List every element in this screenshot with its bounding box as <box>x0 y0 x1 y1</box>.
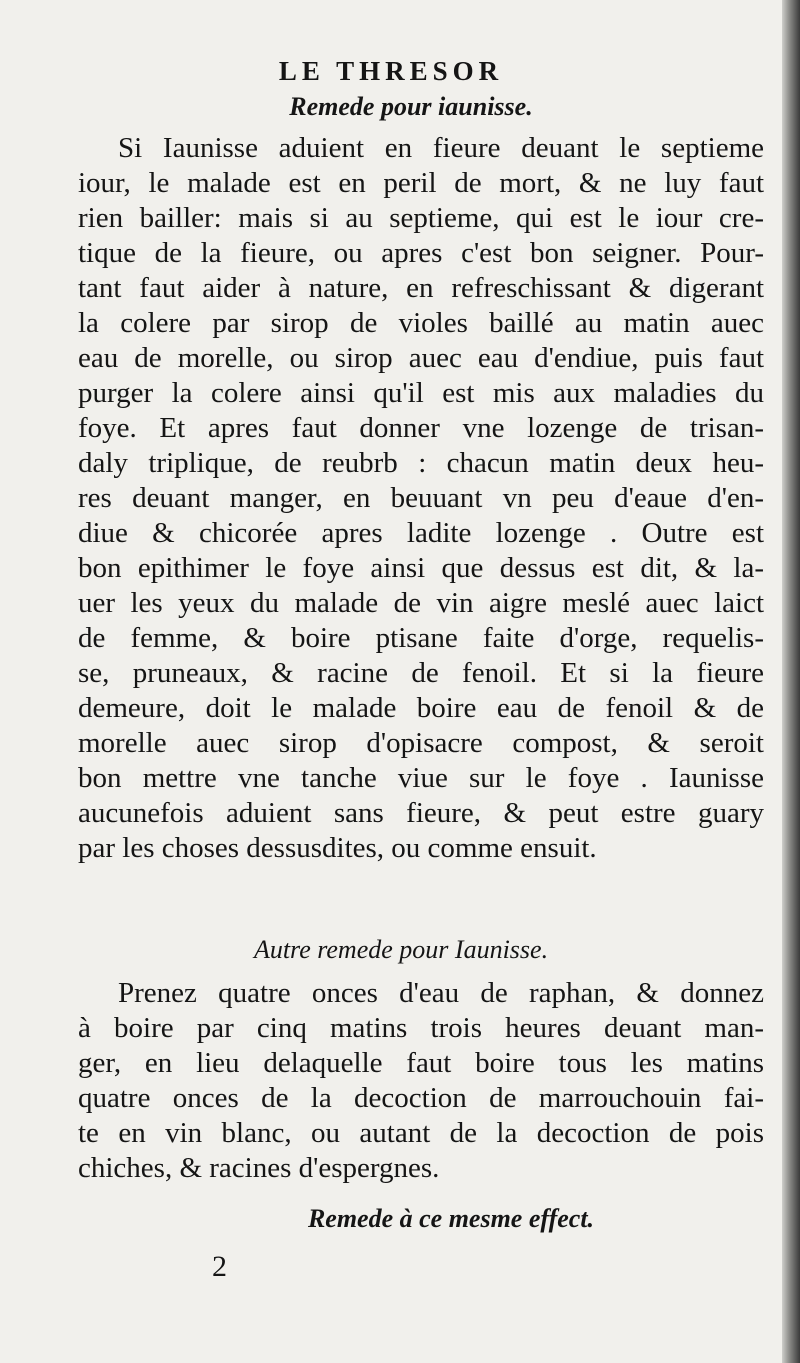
text-line: uer les yeux du malade de vin aigre meslé auec laict <box>78 587 764 619</box>
text-line: rien bailler: mais si au septieme, qui est le iour cre- <box>78 202 764 234</box>
text-line: morelle auec sirop d'opisacre compost, & seroit <box>78 727 764 759</box>
text-line: de femme, & boire ptisane faite d'orge, requelis- <box>78 622 764 654</box>
text-line: tique de la fieure, ou apres c'est bon seigner. Pour- <box>78 237 764 269</box>
text-line: par les choses dessusdites, ou comme ensuit. <box>78 832 597 864</box>
text-line: la colere par sirop de violes baillé au matin auec <box>78 307 764 339</box>
text-line: tant faut aider à nature, en refreschissant & digerant <box>78 272 764 304</box>
text-line: ger, en lieu delaquelle faut boire tous les matins <box>78 1047 764 1079</box>
text-line: quatre onces de la decoction de marrouchouin fai- <box>78 1082 764 1114</box>
text-line: Si Iaunisse aduient en fieure deuant le septieme <box>118 132 764 164</box>
text-line: bon epithimer le foye ainsi que dessus est dit, & la- <box>78 552 764 584</box>
remedy-title-3: Remede à ce mesme effect. <box>307 1204 595 1233</box>
remedy-title-2: Autre remede pour Iaunisse. <box>253 935 549 964</box>
remedy-title-1: Remede pour iaunisse. <box>289 92 533 121</box>
text-line: res deuant manger, en beuuant vn peu d'eaue d'en- <box>78 482 764 514</box>
page-edge-shadow <box>782 0 800 1363</box>
text-line: bon mettre vne tanche viue sur le foye . Iaunisse <box>78 762 764 794</box>
text-line: iour, le malade est en peril de mort, & ne luy faut <box>78 167 764 199</box>
text-line: se, pruneaux, & racine de fenoil. Et si la fieure <box>78 657 764 689</box>
text-line: foye. Et apres faut donner vne lozenge de trisan- <box>78 412 764 444</box>
text-line: Prenez quatre onces d'eau de raphan, & donnez <box>118 977 764 1009</box>
text-line: aucunefois aduient sans fieure, & peut estre guary <box>78 797 764 829</box>
text-line: eau de morelle, ou sirop auec eau d'endiue, puis faut <box>78 342 764 374</box>
text-line: diue & chicorée apres ladite lozenge . Outre est <box>78 517 764 549</box>
text-line: à boire par cinq matins trois heures deuant man- <box>78 1012 764 1044</box>
text-line: te en vin blanc, ou autant de la decoction de pois <box>78 1117 764 1149</box>
signature-mark: 2 <box>212 1250 227 1283</box>
text-line: daly triplique, de reubrb : chacun matin deux heu- <box>78 447 764 479</box>
running-head: LE THRESOR <box>278 56 504 86</box>
text-line: demeure, doit le malade boire eau de fenoil & de <box>78 692 764 724</box>
text-line: chiches, & racines d'espergnes. <box>78 1152 440 1184</box>
text-line: purger la colere ainsi qu'il est mis aux maladies du <box>78 377 764 409</box>
